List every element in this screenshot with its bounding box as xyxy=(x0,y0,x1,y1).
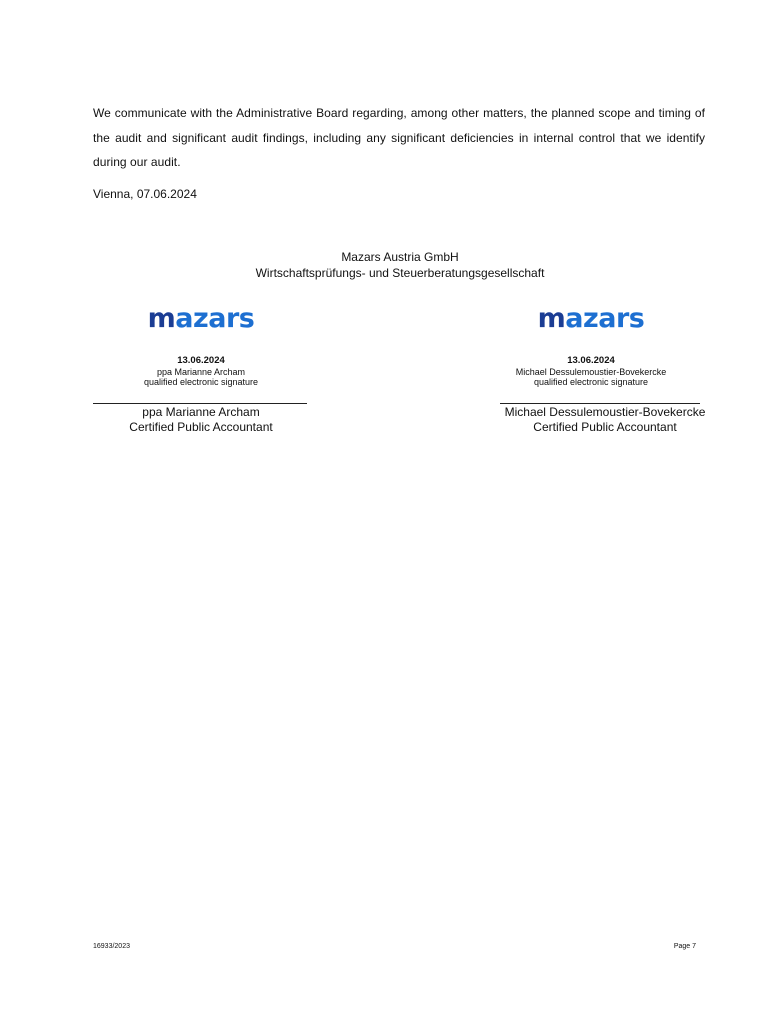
logo-letters-rest: azars xyxy=(565,303,645,334)
mazars-logo xyxy=(538,303,645,337)
signer-title: Certified Public Accountant xyxy=(129,420,273,434)
stamp-label: qualified electronic signature xyxy=(143,377,259,388)
stamp-name: Michael Dessulemoustier-Bovekercke xyxy=(515,366,667,377)
signer-title: Certified Public Accountant xyxy=(533,420,677,434)
place-and-date: Vienna, 07.06.2024 xyxy=(93,187,197,201)
mazars-logo xyxy=(148,303,255,337)
firm-block xyxy=(0,250,770,281)
signer-name: Michael Dessulemoustier-Bovekercke xyxy=(504,405,706,419)
electronic-signature-stamp xyxy=(471,356,711,388)
signer-name: ppa Marianne Archam xyxy=(142,405,260,419)
firm-subtitle: Wirtschaftsprüfungs- und Steuerberatungsgesellschaft xyxy=(255,265,545,280)
stamp-date: 13.06.2024 xyxy=(567,355,615,366)
footer-page-number: Page 7 xyxy=(673,943,696,950)
stamp-name: ppa Marianne Archam xyxy=(156,366,246,377)
signature-block-left xyxy=(81,300,321,388)
logo-letter-m: m xyxy=(537,303,566,334)
signer-right xyxy=(475,405,735,435)
footer-reference: 16933/2023 xyxy=(93,943,130,950)
signature-line-right xyxy=(500,403,700,404)
signature-line-left xyxy=(93,403,307,404)
firm-name: Mazars Austria GmbH xyxy=(341,250,459,264)
logo-letters-rest: azars xyxy=(175,303,255,334)
logo-letter-m: m xyxy=(147,303,176,334)
signer-left xyxy=(71,405,331,435)
stamp-label: qualified electronic signature xyxy=(533,377,649,388)
body-paragraph: We communicate with the Administrative Board regarding, among other matters, the planned scope and timing of the audit and significant audit findings, including any significant deficiencies in internal control that we identify during our audit. xyxy=(93,106,705,169)
stamp-date: 13.06.2024 xyxy=(177,355,225,366)
electronic-signature-stamp xyxy=(81,356,321,388)
signature-block-right xyxy=(471,300,711,388)
